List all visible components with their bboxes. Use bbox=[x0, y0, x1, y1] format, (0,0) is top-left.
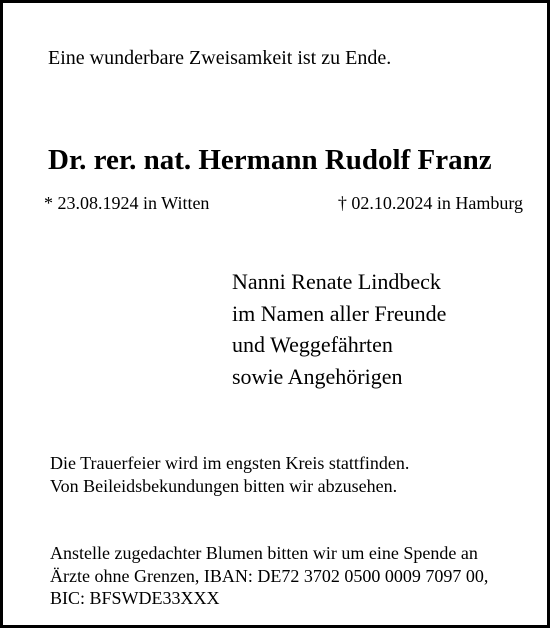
death-date: † 02.10.2024 in Hamburg bbox=[337, 193, 523, 213]
mourner-line: Nanni Renate Lindbeck bbox=[232, 269, 441, 294]
mourner-line: im Namen aller Freunde bbox=[232, 300, 447, 326]
ceremony-notice bbox=[50, 452, 409, 498]
mourner-line: sowie Angehörigen bbox=[232, 363, 403, 389]
donation-notice bbox=[50, 542, 488, 610]
deceased-name: Dr. rer. nat. Hermann Rudolf Franz bbox=[48, 144, 492, 176]
birth-date: * 23.08.1924 in Witten bbox=[44, 193, 210, 213]
ceremony-line: Von Beileidsbekundungen bitten wir abzusehen. bbox=[50, 476, 398, 496]
donation-line: Anstelle zugedachter Blumen bitten wir um eine Spende an bbox=[50, 543, 478, 563]
mourner-line: und Weggefährten bbox=[232, 332, 393, 357]
donation-line: BIC: BFSWDE33XXX bbox=[50, 588, 220, 608]
ceremony-line: Die Trauerfeier wird im engsten Kreis stattfinden. bbox=[50, 453, 410, 473]
intro-text: Eine wunderbare Zweisamkeit ist zu Ende. bbox=[48, 47, 392, 69]
donation-line: Ärzte ohne Grenzen, IBAN: DE72 3702 0500 0009 7097 00, bbox=[50, 565, 489, 586]
mourners-block bbox=[232, 266, 446, 392]
